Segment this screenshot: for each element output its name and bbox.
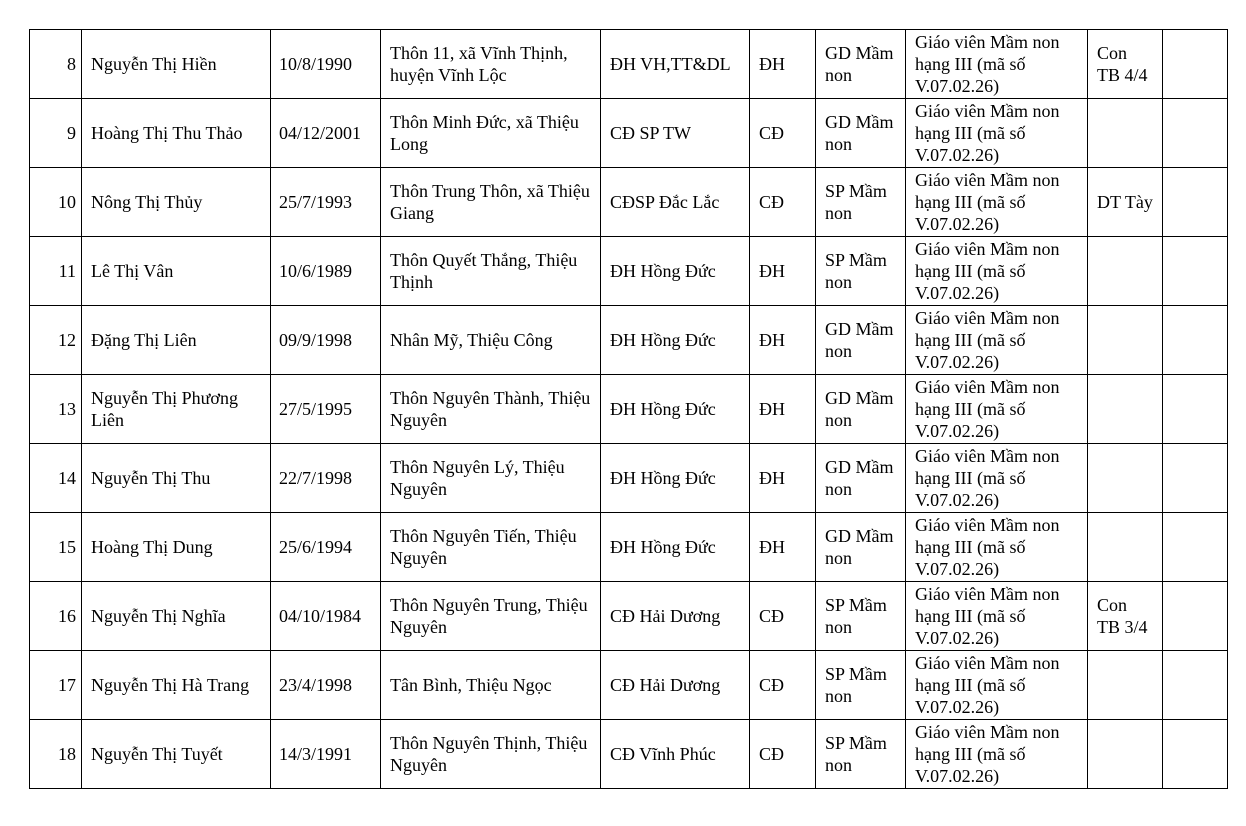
cell-major: GD Mầm non bbox=[816, 30, 906, 99]
cell-priority: Con TB 3/4 bbox=[1088, 582, 1163, 651]
cell-position: Giáo viên Mầm non hạng III (mã số V.07.02.26) bbox=[906, 306, 1088, 375]
cell-school: ĐH Hồng Đức bbox=[601, 306, 750, 375]
cell-position: Giáo viên Mầm non hạng III (mã số V.07.02.26) bbox=[906, 444, 1088, 513]
cell-note bbox=[1163, 30, 1228, 99]
cell-level: ĐH bbox=[750, 237, 816, 306]
cell-level: CĐ bbox=[750, 720, 816, 789]
cell-major: GD Mầm non bbox=[816, 375, 906, 444]
cell-priority bbox=[1088, 720, 1163, 789]
cell-address: Thôn Nguyên Thịnh, Thiệu Nguyên bbox=[381, 720, 601, 789]
cell-note bbox=[1163, 444, 1228, 513]
cell-note bbox=[1163, 375, 1228, 444]
cell-major: SP Mầm non bbox=[816, 237, 906, 306]
cell-dob: 25/7/1993 bbox=[271, 168, 381, 237]
cell-dob: 09/9/1998 bbox=[271, 306, 381, 375]
table-row bbox=[30, 444, 1228, 513]
cell-dob: 25/6/1994 bbox=[271, 513, 381, 582]
cell-priority: Con TB 4/4 bbox=[1088, 30, 1163, 99]
table-row bbox=[30, 513, 1228, 582]
cell-address: Thôn Nguyên Lý, Thiệu Nguyên bbox=[381, 444, 601, 513]
cell-school: CĐ SP TW bbox=[601, 99, 750, 168]
cell-stt: 8 bbox=[30, 30, 82, 99]
cell-dob: 10/6/1989 bbox=[271, 237, 381, 306]
cell-level: CĐ bbox=[750, 168, 816, 237]
cell-level: ĐH bbox=[750, 513, 816, 582]
cell-name: Hoàng Thị Thu Thảo bbox=[82, 99, 271, 168]
cell-stt: 9 bbox=[30, 99, 82, 168]
cell-note bbox=[1163, 99, 1228, 168]
cell-major: GD Mầm non bbox=[816, 444, 906, 513]
cell-stt: 15 bbox=[30, 513, 82, 582]
cell-address: Thôn Trung Thôn, xã Thiệu Giang bbox=[381, 168, 601, 237]
candidate-table bbox=[29, 29, 1228, 789]
cell-position: Giáo viên Mầm non hạng III (mã số V.07.02.26) bbox=[906, 375, 1088, 444]
cell-name: Nguyễn Thị Hiền bbox=[82, 30, 271, 99]
cell-stt: 14 bbox=[30, 444, 82, 513]
cell-note bbox=[1163, 582, 1228, 651]
cell-name: Nông Thị Thủy bbox=[82, 168, 271, 237]
cell-name: Hoàng Thị Dung bbox=[82, 513, 271, 582]
cell-level: ĐH bbox=[750, 375, 816, 444]
cell-position: Giáo viên Mầm non hạng III (mã số V.07.02.26) bbox=[906, 513, 1088, 582]
table-row bbox=[30, 99, 1228, 168]
cell-name: Lê Thị Vân bbox=[82, 237, 271, 306]
cell-stt: 12 bbox=[30, 306, 82, 375]
cell-stt: 16 bbox=[30, 582, 82, 651]
cell-name: Nguyễn Thị Tuyết bbox=[82, 720, 271, 789]
cell-stt: 13 bbox=[30, 375, 82, 444]
cell-priority bbox=[1088, 237, 1163, 306]
table-row bbox=[30, 30, 1228, 99]
cell-name: Nguyễn Thị Phương Liên bbox=[82, 375, 271, 444]
cell-note bbox=[1163, 720, 1228, 789]
cell-school: ĐH Hồng Đức bbox=[601, 375, 750, 444]
cell-note bbox=[1163, 651, 1228, 720]
table-row bbox=[30, 237, 1228, 306]
cell-priority bbox=[1088, 444, 1163, 513]
cell-dob: 27/5/1995 bbox=[271, 375, 381, 444]
table-row bbox=[30, 651, 1228, 720]
cell-level: ĐH bbox=[750, 444, 816, 513]
cell-position: Giáo viên Mầm non hạng III (mã số V.07.02.26) bbox=[906, 168, 1088, 237]
cell-note bbox=[1163, 168, 1228, 237]
cell-stt: 10 bbox=[30, 168, 82, 237]
cell-dob: 23/4/1998 bbox=[271, 651, 381, 720]
cell-major: GD Mầm non bbox=[816, 306, 906, 375]
cell-position: Giáo viên Mầm non hạng III (mã số V.07.02.26) bbox=[906, 720, 1088, 789]
cell-address: Nhân Mỹ, Thiệu Công bbox=[381, 306, 601, 375]
cell-position: Giáo viên Mầm non hạng III (mã số V.07.02.26) bbox=[906, 651, 1088, 720]
cell-note bbox=[1163, 306, 1228, 375]
cell-note bbox=[1163, 513, 1228, 582]
cell-level: ĐH bbox=[750, 30, 816, 99]
cell-stt: 18 bbox=[30, 720, 82, 789]
cell-priority bbox=[1088, 306, 1163, 375]
cell-dob: 22/7/1998 bbox=[271, 444, 381, 513]
cell-major: SP Mầm non bbox=[816, 651, 906, 720]
cell-priority bbox=[1088, 513, 1163, 582]
cell-school: ĐH Hồng Đức bbox=[601, 237, 750, 306]
cell-major: GD Mầm non bbox=[816, 99, 906, 168]
cell-school: CĐ Hải Dương bbox=[601, 651, 750, 720]
cell-position: Giáo viên Mầm non hạng III (mã số V.07.02.26) bbox=[906, 30, 1088, 99]
cell-level: ĐH bbox=[750, 306, 816, 375]
cell-dob: 10/8/1990 bbox=[271, 30, 381, 99]
cell-priority bbox=[1088, 651, 1163, 720]
cell-school: ĐH Hồng Đức bbox=[601, 513, 750, 582]
cell-level: CĐ bbox=[750, 651, 816, 720]
cell-level: CĐ bbox=[750, 99, 816, 168]
cell-position: Giáo viên Mầm non hạng III (mã số V.07.02.26) bbox=[906, 99, 1088, 168]
cell-school: CĐSP Đắc Lắc bbox=[601, 168, 750, 237]
cell-note bbox=[1163, 237, 1228, 306]
cell-priority bbox=[1088, 99, 1163, 168]
cell-address: Thôn Nguyên Tiến, Thiệu Nguyên bbox=[381, 513, 601, 582]
cell-address: Thôn Nguyên Trung, Thiệu Nguyên bbox=[381, 582, 601, 651]
cell-school: ĐH Hồng Đức bbox=[601, 444, 750, 513]
cell-address: Thôn Quyết Thắng, Thiệu Thịnh bbox=[381, 237, 601, 306]
cell-position: Giáo viên Mầm non hạng III (mã số V.07.02.26) bbox=[906, 237, 1088, 306]
cell-address: Tân Bình, Thiệu Ngọc bbox=[381, 651, 601, 720]
cell-name: Nguyễn Thị Nghĩa bbox=[82, 582, 271, 651]
cell-name: Nguyễn Thị Thu bbox=[82, 444, 271, 513]
cell-major: GD Mầm non bbox=[816, 513, 906, 582]
cell-position: Giáo viên Mầm non hạng III (mã số V.07.02.26) bbox=[906, 582, 1088, 651]
cell-level: CĐ bbox=[750, 582, 816, 651]
table-row bbox=[30, 582, 1228, 651]
cell-priority bbox=[1088, 375, 1163, 444]
cell-school: CĐ Hải Dương bbox=[601, 582, 750, 651]
table-row bbox=[30, 375, 1228, 444]
cell-name: Nguyễn Thị Hà Trang bbox=[82, 651, 271, 720]
table-body bbox=[30, 30, 1228, 789]
cell-stt: 11 bbox=[30, 237, 82, 306]
table-row bbox=[30, 306, 1228, 375]
cell-major: SP Mầm non bbox=[816, 720, 906, 789]
cell-stt: 17 bbox=[30, 651, 82, 720]
cell-priority: DT Tày bbox=[1088, 168, 1163, 237]
cell-school: CĐ Vĩnh Phúc bbox=[601, 720, 750, 789]
cell-address: Thôn Nguyên Thành, Thiệu Nguyên bbox=[381, 375, 601, 444]
cell-address: Thôn 11, xã Vĩnh Thịnh, huyện Vĩnh Lộc bbox=[381, 30, 601, 99]
cell-name: Đặng Thị Liên bbox=[82, 306, 271, 375]
cell-dob: 14/3/1991 bbox=[271, 720, 381, 789]
cell-address: Thôn Minh Đức, xã Thiệu Long bbox=[381, 99, 601, 168]
cell-major: SP Mầm non bbox=[816, 168, 906, 237]
table-row bbox=[30, 168, 1228, 237]
cell-school: ĐH VH,TT&DL bbox=[601, 30, 750, 99]
table-row bbox=[30, 720, 1228, 789]
cell-dob: 04/12/2001 bbox=[271, 99, 381, 168]
cell-dob: 04/10/1984 bbox=[271, 582, 381, 651]
cell-major: SP Mầm non bbox=[816, 582, 906, 651]
